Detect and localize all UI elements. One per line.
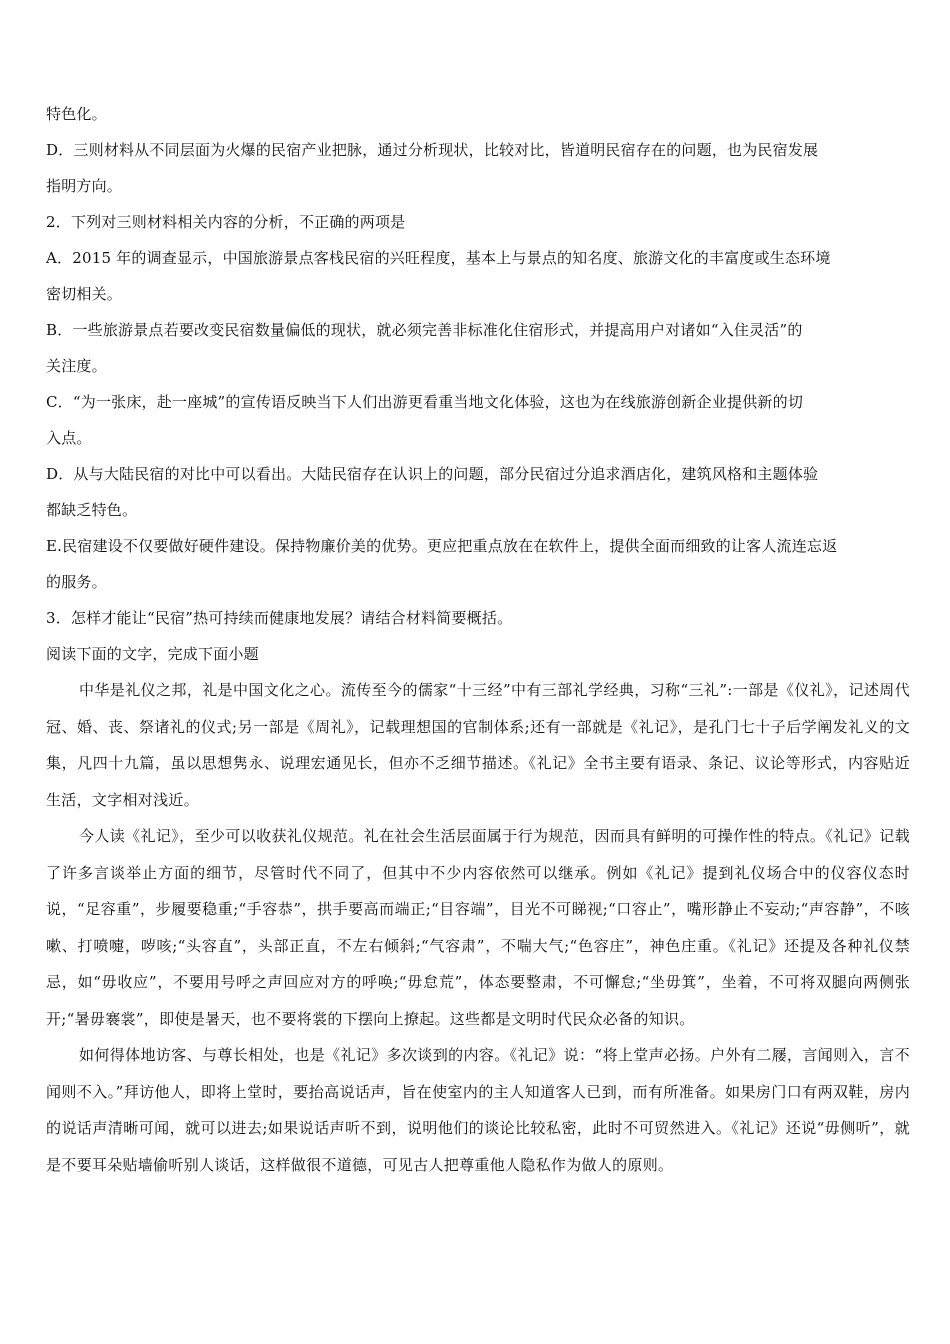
q2-option-d-line1: D．从与大陆民宿的对比中可以看出。大陆民宿存在认识上的问题，部分民宿过分追求酒店化，建筑风格和主题体验	[46, 465, 819, 483]
q2-stem: 2．下列对三则材料相关内容的分析，不正确的两项是	[46, 213, 406, 231]
passage-paragraph-2: 今人读《礼记》，至少可以收获礼仪规范。礼在社会生活层面属于行为规范，因而具有鲜明的可操作性的特点。《礼记》记载了许多言谈举止方面的细节，尽管时代不同了，但其中不少内容依然可以继承。例如《礼记》提到礼仪场合中的仪容仪态时说，“足容重”，步履要稳重;“手容恭”，拱手要高而端正;“目容端”，目光不可睇视;“口容止”，嘴形静止不妄动;“声容静”，不咳嗽、打喷嚏，哕咳;“头容直”，头部正直，不左右倾斜;“气容肃”，不喘大气;“色容庄”，神色庄重。《礼记》还提及各种礼仪禁忌，如“毋收应”，不要用号呼之声回应对方的呼唤;“毋怠荒”，体态要整肃，不可懈怠;“坐毋箕”，坐着，不可将双腿向两侧张开;“暑毋褰裳”，即使是暑天，也不要将裳的下摆向上撩起。这些都是文明时代民众必备的知识。	[46, 827, 910, 1028]
q2-option-e-line2: 的服务。	[46, 573, 107, 591]
q3-stem: 3．怎样才能让“民宿”热可持续而健康地发展？请结合材料简要概括。	[46, 609, 513, 627]
q2-option-d-line2: 都缺乏特色。	[46, 501, 138, 519]
q2-option-a-line1: A．2015 年的调查显示，中国旅游景点客栈民宿的兴旺程度，基本上与景点的知名度、旅游文化的丰富度或生态环境	[46, 249, 831, 267]
q2-option-c-line1: C．“为一张床，赴一座城”的宣传语反映当下人们出游更看重当地文化体验，这也为在线旅游创新企业提供新的切	[46, 393, 804, 411]
q1-option-d-line1: D．三则材料从不同层面为火爆的民宿产业把脉，通过分析现状，比较对比，皆道明民宿存在的问题，也为民宿发展	[46, 141, 819, 159]
reading-instruction: 阅读下面的文字，完成下面小题	[46, 645, 259, 663]
q2-option-a-line2: 密切相关。	[46, 285, 123, 303]
reading-passage	[46, 672, 910, 1183]
q1-option-d-line2: 指明方向。	[46, 177, 123, 195]
passage-paragraph-3: 如何得体地访客、与尊长相处，也是《礼记》多次谈到的内容。《礼记》说：“将上堂声必扬。户外有二屦，言闻则入，言不闻则不入。”拜访他人，即将上堂时，要抬高说话声，旨在使室内的主人知道客人已到，而有所准备。如果房门口有两双鞋，房内的说话声清晰可闻，就可以进去;如果说话声听不到，说明他们的谈论比较私密，此时不可贸然进入。《礼记》还说“毋侧听”，就是不要耳朵贴墙偷听别人谈话，这样做很不道德，可见古人把尊重他人隐私作为做人的原则。	[46, 1046, 910, 1174]
q2-option-c-line2: 入点。	[46, 429, 92, 447]
passage-paragraph-1: 中华是礼仪之邦，礼是中国文化之心。流传至今的儒家“十三经”中有三部礼学经典，习称“三礼”:一部是《仪礼》，记述周代冠、婚、丧、祭诸礼的仪式;另一部是《周礼》，记载理想国的官制体系;还有一部就是《礼记》，是孔门七十子后学阐发礼义的文集，凡四十九篇，虽以思想隽永、说理宏通见长，但亦不乏细节描述。《礼记》全书主要有语录、条记、议论等形式，内容贴近生活，文字相对浅近。	[46, 681, 910, 809]
document-page	[46, 96, 910, 1183]
q1-tail: 特色化。	[46, 105, 107, 123]
q2-option-e-line1: E.民宿建设不仅要做好硬件建设。保持物廉价美的优势。更应把重点放在在软件上，提供全面而细致的让客人流连忘返	[46, 537, 838, 555]
q2-option-b-line2: 关注度。	[46, 357, 107, 375]
q2-option-b-line1: B．一些旅游景点若要改变民宿数量偏低的现状，就必须完善非标准化住宿形式，并提高用户对诸如“入住灵活”的	[46, 321, 803, 339]
